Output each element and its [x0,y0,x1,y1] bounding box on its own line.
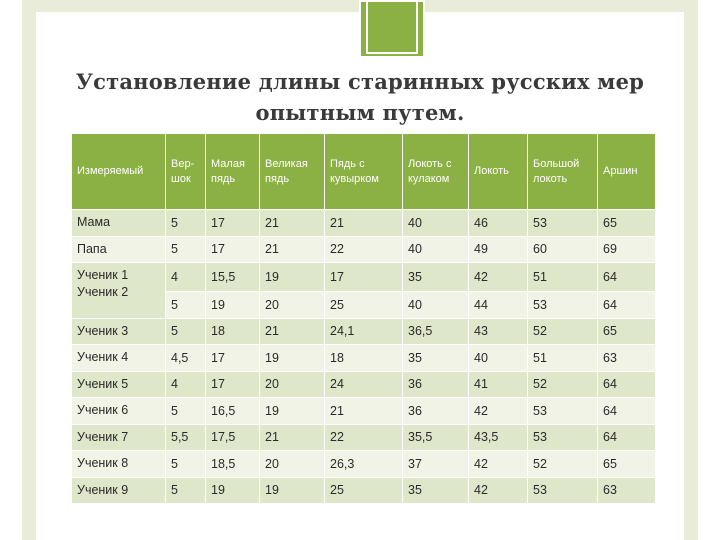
table-cell: 65 [598,451,656,478]
table-cell: 15,5 [206,263,260,292]
table-cell: 42 [469,398,528,425]
table-cell: 19 [206,477,260,504]
decorative-tab [359,0,425,58]
table-cell: 40 [469,345,528,372]
frame-left [22,0,36,540]
table-cell: 4,5 [166,345,206,372]
table-cell: 35 [403,263,469,292]
table-cell: 64 [598,292,656,319]
row-label: Ученик 6 [72,398,166,425]
table-cell: 17 [206,345,260,372]
table-cell: 69 [598,236,656,263]
table-cell: 52 [528,451,598,478]
table-cell: 21 [260,210,325,237]
table-cell: 35,5 [403,424,469,451]
table-cell: 20 [260,451,325,478]
table-cell: 53 [528,477,598,504]
table-cell: 5 [166,292,206,319]
table-cell: 37 [403,451,469,478]
table-cell: 5 [166,210,206,237]
row-label: Ученик 7 [72,424,166,451]
table-cell: 51 [528,263,598,292]
table-cell: 17 [206,236,260,263]
table-row [72,398,656,425]
table-cell: 26,3 [325,451,403,478]
table-cell: 17 [206,210,260,237]
row-label: Папа [72,236,166,263]
table-cell: 24,1 [325,318,403,345]
table-cell: 65 [598,210,656,237]
table-cell: 64 [598,398,656,425]
table-cell: 19 [260,477,325,504]
row-label: Ученик 5 [72,371,166,398]
table-cell: 64 [598,263,656,292]
table-cell: 19 [260,398,325,425]
table-cell: 5 [166,477,206,504]
row-label: Ученик 9 [72,477,166,504]
table-cell: 22 [325,236,403,263]
table-row [72,236,656,263]
table-cell: 53 [528,292,598,319]
table-cell: 53 [528,424,598,451]
table-cell: 5,5 [166,424,206,451]
table-cell: 17 [325,263,403,292]
table-row [72,210,656,237]
table-cell: 5 [166,318,206,345]
table-cell: 17,5 [206,424,260,451]
table-cell: 20 [260,292,325,319]
table-cell: 21 [260,236,325,263]
row-label: Ученик 4 [72,345,166,372]
table-cell: 42 [469,263,528,292]
table-cell: 63 [598,345,656,372]
table-cell: 53 [528,210,598,237]
table-cell: 36,5 [403,318,469,345]
table-cell: 51 [528,345,598,372]
table-cell: 19 [206,292,260,319]
table-cell: 36 [403,371,469,398]
table-cell: 52 [528,318,598,345]
col-header-measured: Измеряемый [72,134,166,210]
table-cell: 40 [403,210,469,237]
table-cell: 60 [528,236,598,263]
title-line-2: опытным путем. [255,100,465,125]
table-cell: 25 [325,292,403,319]
table-cell: 42 [469,451,528,478]
table-cell: 19 [260,345,325,372]
table-cell: 22 [325,424,403,451]
table-row [72,345,656,372]
table-cell: 40 [403,236,469,263]
table-cell: 18,5 [206,451,260,478]
table-cell: 5 [166,451,206,478]
table-row [72,451,656,478]
table-row [72,263,656,292]
row-label: Мама [72,210,166,237]
table-cell: 16,5 [206,398,260,425]
table-cell: 41 [469,371,528,398]
col-header-elbow-fist: Локоть с кулаком [403,134,469,210]
table-cell: 17 [206,371,260,398]
slide-title [60,66,660,128]
col-header-span-tumble: Пядь с кувырком [325,134,403,210]
table-cell: 25 [325,477,403,504]
col-header-small-span: Малая пядь [206,134,260,210]
row-label: Ученик 3 [72,318,166,345]
table-cell: 64 [598,424,656,451]
measures-table [71,133,656,504]
table-cell: 43,5 [469,424,528,451]
row-label [72,263,166,319]
table-row [72,424,656,451]
table-row [72,371,656,398]
col-header-arshin: Аршин [598,134,656,210]
table-row [72,318,656,345]
table-cell: 46 [469,210,528,237]
table-cell: 43 [469,318,528,345]
col-header-vershok: Вер-шок [166,134,206,210]
frame-right [684,0,698,540]
table-cell: 53 [528,398,598,425]
table-cell: 21 [325,210,403,237]
row-label-line: Ученик 1 [77,268,129,282]
header-row [72,134,656,210]
table-cell: 4 [166,371,206,398]
table-row [72,477,656,504]
table-cell: 40 [403,292,469,319]
table-cell: 21 [260,424,325,451]
col-header-elbow: Локоть [469,134,528,210]
table-cell: 65 [598,318,656,345]
row-label-line: Ученик 2 [77,285,129,299]
table-cell: 63 [598,477,656,504]
table-cell: 52 [528,371,598,398]
table-cell: 19 [260,263,325,292]
table-cell: 36 [403,398,469,425]
table-cell: 5 [166,398,206,425]
table-cell: 44 [469,292,528,319]
table-cell: 20 [260,371,325,398]
table-cell: 21 [260,318,325,345]
table-cell: 21 [325,398,403,425]
title-line-1: Установление длины старинных русских мер [75,69,645,94]
table-cell: 4 [166,263,206,292]
table-cell: 42 [469,477,528,504]
table-cell: 18 [325,345,403,372]
table-cell: 5 [166,236,206,263]
table-cell: 24 [325,371,403,398]
table-cell: 64 [598,371,656,398]
col-header-big-elbow: Большой локоть [528,134,598,210]
table-cell: 35 [403,477,469,504]
table-cell: 35 [403,345,469,372]
table-cell: 49 [469,236,528,263]
row-label: Ученик 8 [72,451,166,478]
table-cell: 18 [206,318,260,345]
col-header-great-span: Великая пядь [260,134,325,210]
decorative-tab-inner [366,2,418,54]
